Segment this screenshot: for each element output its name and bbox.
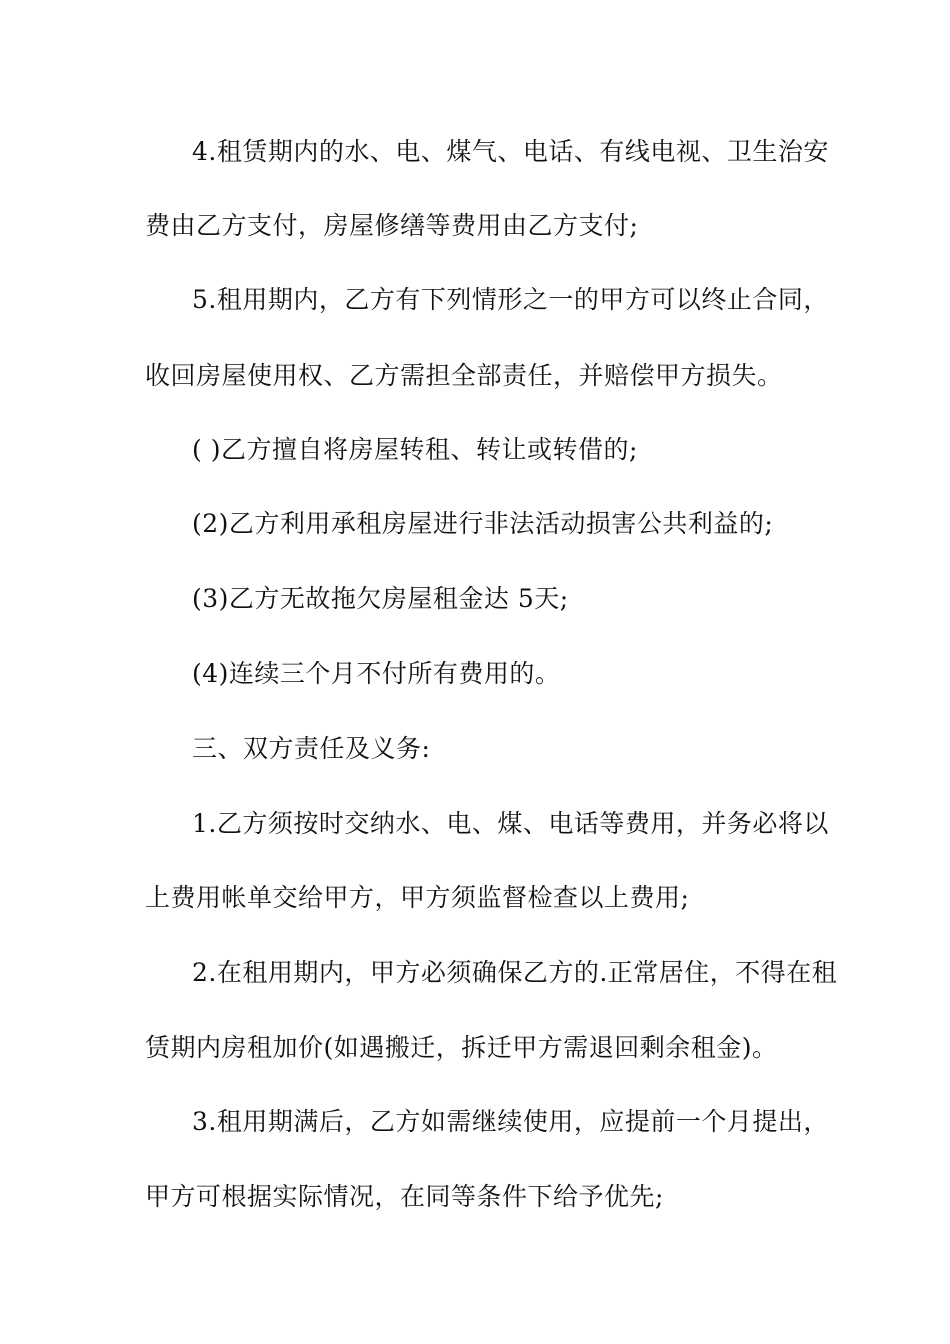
list-item: (2)乙方利用承租房屋进行非法活动损害公共利益的;	[192, 509, 774, 538]
paragraph-line: 4.租赁期内的水、电、煤气、电话、有线电视、卫生治安	[192, 137, 829, 166]
paragraph-line: 甲方可根据实际情况，在同等条件下给予优先;	[145, 1182, 664, 1211]
paragraph-line: 上费用帐单交给甲方，甲方须监督检查以上费用;	[145, 883, 690, 912]
list-item: (3)乙方无故拖欠房屋租金达 5天;	[192, 584, 569, 613]
paragraph-line: 1.乙方须按时交纳水、电、煤、电话等费用，并务必将以	[192, 809, 829, 838]
section-heading: 三、双方责任及义务:	[192, 734, 431, 763]
paragraph-line: 收回房屋使用权、乙方需担全部责任，并赔偿甲方损失。	[145, 361, 783, 390]
paragraph-line: 3.租用期满后，乙方如需继续使用，应提前一个月提出，	[192, 1107, 829, 1136]
paragraph-line: 2.在租用期内，甲方必须确保乙方的.正常居住，不得在租	[192, 958, 838, 987]
paragraph-line: 5.租用期内，乙方有下列情形之一的甲方可以终止合同，	[192, 285, 829, 314]
paragraph-line: 费由乙方支付，房屋修缮等费用由乙方支付;	[145, 211, 639, 240]
paragraph-line: 赁期内房租加价(如遇搬迁，拆迁甲方需退回剩余租金)。	[145, 1033, 778, 1062]
list-item: (4)连续三个月不付所有费用的。	[192, 659, 561, 688]
list-item: ( )乙方擅自将房屋转租、转让或转借的;	[192, 435, 638, 464]
